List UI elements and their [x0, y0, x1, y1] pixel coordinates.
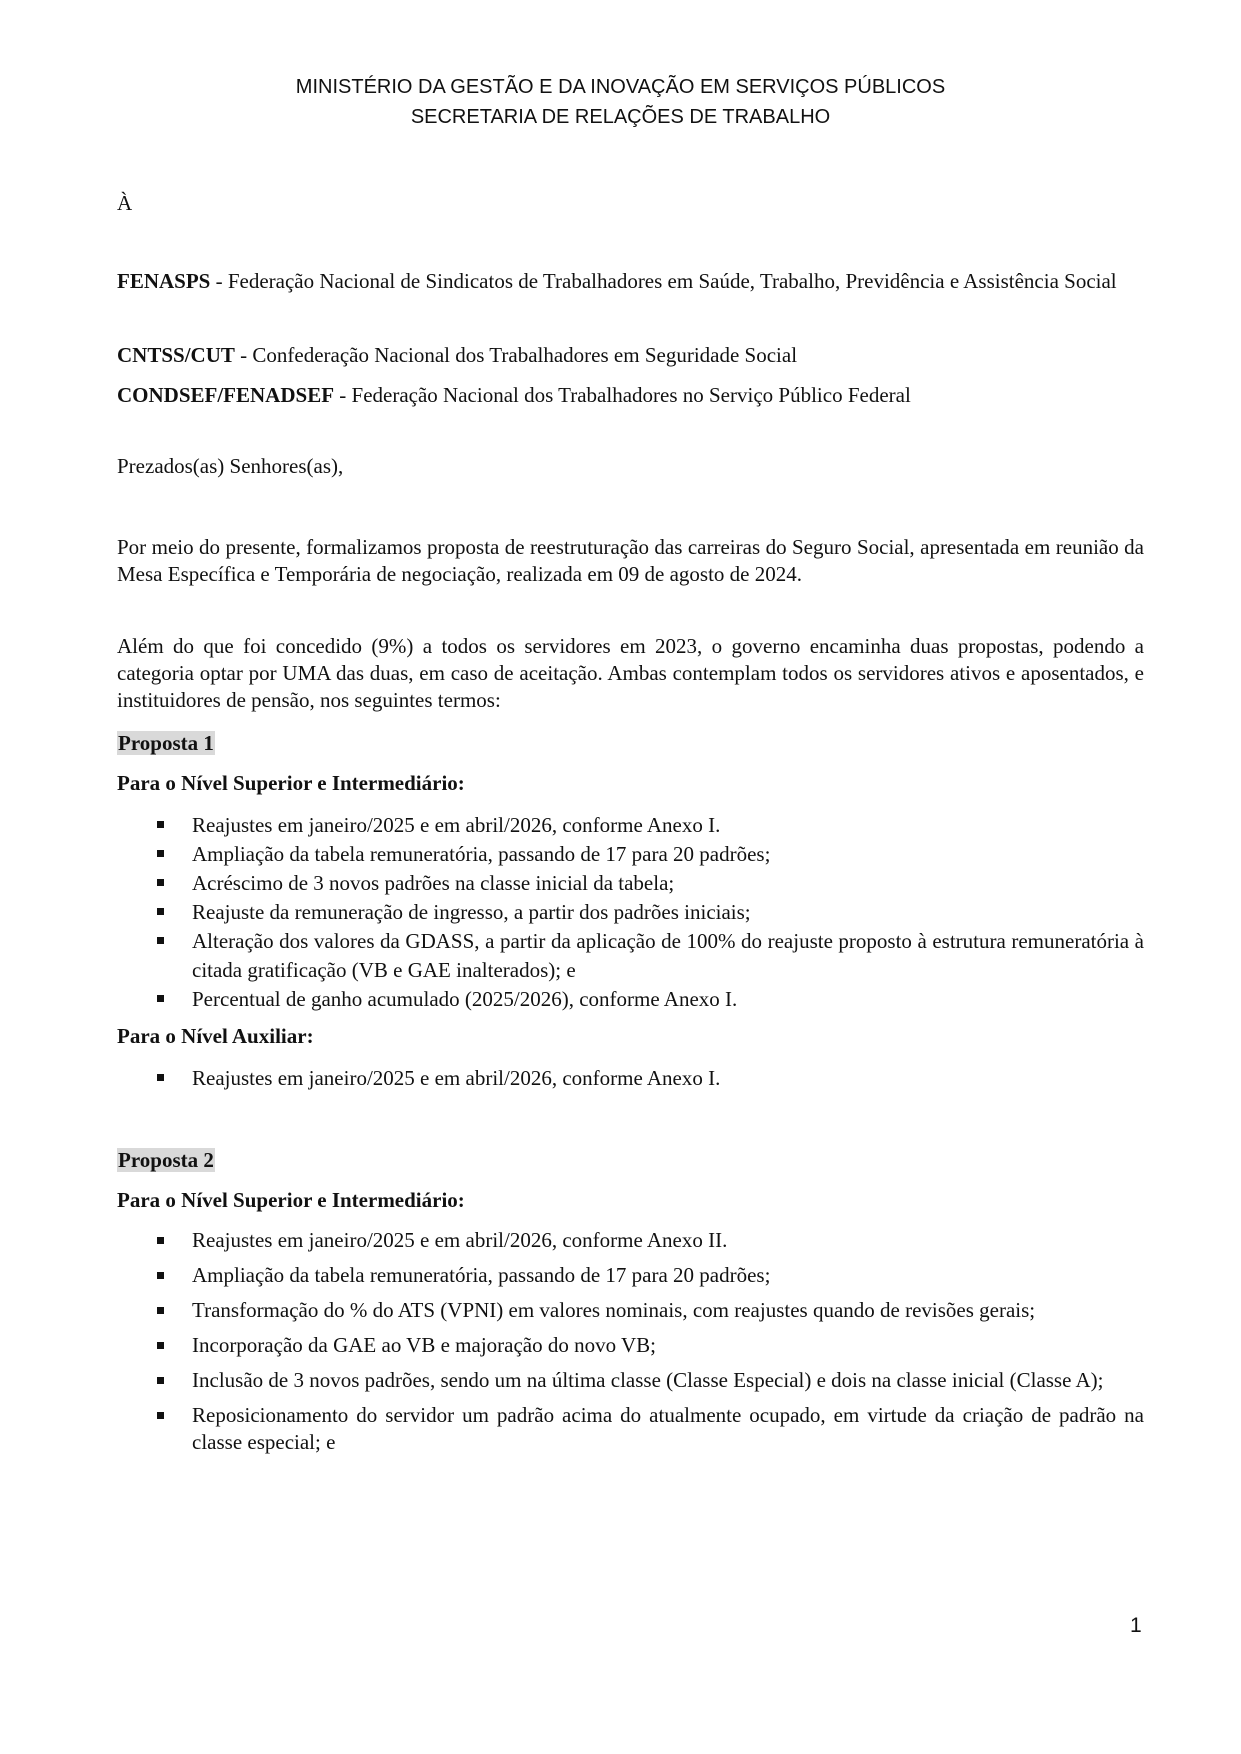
addressee: À [117, 191, 133, 215]
proposta1-subtitle-auxiliar: Para o Nível Auxiliar: [117, 1024, 314, 1048]
list-item: Reajuste da remuneração de ingresso, a partir dos padrões iniciais; [117, 898, 1144, 927]
list-item: Ampliação da tabela remuneratória, passando de 17 para 20 padrões; [117, 1262, 1144, 1289]
proposta2-subtitle-superior: Para o Nível Superior e Intermediário: [117, 1188, 465, 1212]
recipient-fenasps [117, 268, 1144, 295]
list-item: Reajustes em janeiro/2025 e em abril/2026, conforme Anexo II. [117, 1227, 1144, 1254]
list-item: Acréscimo de 3 novos padrões na classe inicial da tabela; [117, 869, 1144, 898]
proposta2-title [117, 1147, 1144, 1174]
list-item: Inclusão de 3 novos padrões, sendo um na última classe (Classe Especial) e dois na classe inicial (Classe A); [117, 1367, 1144, 1394]
recipient-desc: - Federação Nacional dos Trabalhadores no Serviço Público Federal [334, 383, 911, 407]
recipient-condsef [117, 382, 1144, 409]
list-item: Transformação do % do ATS (VPNI) em valores nominais, com reajustes quando de revisões gerais; [117, 1297, 1144, 1324]
paragraph-intro: Por meio do presente, formalizamos proposta de reestruturação das carreiras do Seguro Social, apresentada em reunião da Mesa Específica e Temporária de negociação, realizada em 09 de agosto de 2024. [117, 535, 1144, 586]
recipient-desc: - Federação Nacional de Sindicatos de Trabalhadores em Saúde, Trabalho, Previdência e Assistência Social [210, 269, 1117, 293]
secretariat-header: SECRETARIA DE RELAÇÕES DE TRABALHO [410, 106, 831, 128]
proposta1-title-text: Proposta 1 [118, 731, 214, 755]
list-item: Alteração dos valores da GDASS, a partir da aplicação de 100% do reajuste proposto à estrutura remuneratória à citada gratificação (VB e GAE inalterados); e [117, 927, 1144, 985]
list-item: Reposicionamento do servidor um padrão acima do atualmente ocupado, em virtude da criação de padrão na classe especial; e [117, 1402, 1144, 1456]
paragraph-proposals: Além do que foi concedido (9%) a todos os servidores em 2023, o governo encaminha duas propostas, podendo a categoria optar por UMA das duas, em caso de aceitação. Ambas contemplam todos os servidores ativos e aposentados, e instituidores de pensão, nos seguintes termos: [117, 634, 1144, 712]
proposta2-title-text: Proposta 2 [118, 1148, 214, 1172]
recipient-name: CNTSS/CUT [117, 343, 235, 367]
proposta1-list-superior [117, 811, 1144, 1014]
list-item: Ampliação da tabela remuneratória, passando de 17 para 20 padrões; [117, 840, 1144, 869]
proposta1-title [117, 730, 1144, 757]
ministry-header: MINISTÉRIO DA GESTÃO E DA INOVAÇÃO EM SERVIÇOS PÚBLICOS [295, 76, 946, 98]
list-item: Percentual de ganho acumulado (2025/2026), conforme Anexo I. [117, 985, 1144, 1014]
salutation: Prezados(as) Senhores(as), [117, 454, 344, 478]
recipient-name: CONDSEF/FENADSEF [117, 383, 335, 407]
page-number: 1 [1130, 1614, 1142, 1637]
list-item: Incorporação da GAE ao VB e majoração do novo VB; [117, 1332, 1144, 1359]
proposta1-list-auxiliar [117, 1064, 1144, 1093]
proposta1-subtitle-superior: Para o Nível Superior e Intermediário: [117, 771, 465, 795]
list-item: Reajustes em janeiro/2025 e em abril/2026, conforme Anexo I. [117, 811, 1144, 840]
list-item: Reajustes em janeiro/2025 e em abril/2026, conforme Anexo I. [117, 1064, 1144, 1093]
proposta2-list-superior [117, 1227, 1144, 1464]
recipient-name: FENASPS [117, 269, 211, 293]
recipient-desc: - Confederação Nacional dos Trabalhadores em Seguridade Social [234, 343, 798, 367]
recipient-cntss [117, 342, 1144, 369]
